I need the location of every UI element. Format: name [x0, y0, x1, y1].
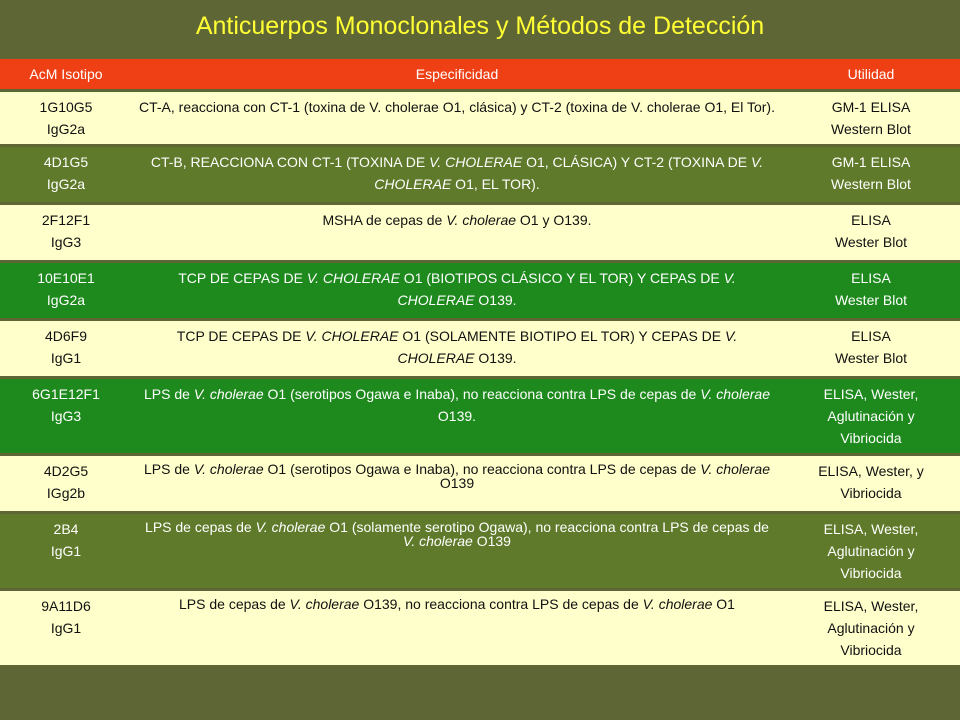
utility-line: Western Blot: [831, 176, 911, 192]
specificity-cell: MSHA de cepas de V. cholerae O1 y O139.: [132, 205, 782, 260]
utility-cell: [782, 92, 960, 144]
utility-line: GM-1 ELISA: [831, 99, 911, 115]
utility-line: Wester Blot: [834, 350, 908, 366]
table-row: [0, 591, 960, 665]
isotype: IgG2a: [46, 176, 86, 192]
isotype: IgG2a: [46, 292, 86, 308]
acm-code: 9A11D6: [41, 598, 91, 614]
utility-line: GM-1 ELISA: [831, 154, 911, 170]
specificity-cell: CT-A, reacciona con CT-1 (toxina de V. cholerae O1, clásica) y CT-2 (toxina de V. cholerae O1, El Tor).: [132, 92, 782, 144]
isotype: IgG2a: [46, 121, 86, 137]
acm-isotype-cell: [0, 205, 132, 260]
specificity-cell: LPS de cepas de V. cholerae O1 (solamente serotipo Ogawa), no reacciona contra LPS de cepas de V. cholerae O139: [132, 514, 782, 588]
utility-line: ELISA: [851, 328, 891, 344]
isotype: IgG3: [50, 234, 82, 250]
utility-line: Vibriocida: [840, 430, 902, 446]
isotype: IgG1: [50, 543, 82, 559]
acm-isotype-cell: [0, 147, 132, 202]
utility-line: Aglutinación y: [827, 408, 915, 424]
utility-cell: [782, 514, 960, 588]
table-header-row: [0, 59, 960, 89]
utility-line: ELISA, Wester,: [823, 521, 919, 537]
utility-line: ELISA, Wester,: [823, 598, 919, 614]
acm-isotype-cell: [0, 321, 132, 376]
utility-cell: [782, 263, 960, 318]
acm-code: 4D6F9: [44, 328, 88, 344]
utility-line: ELISA: [851, 270, 891, 286]
table-row: [0, 263, 960, 318]
specificity-cell: CT-B, REACCIONA CON CT-1 (TOXINA DE V. CHOLERAE O1, CLÁSICA) Y CT-2 (TOXINA DE V. CHOLERAE O1, EL TOR).: [132, 147, 782, 202]
acm-code: 2F12F1: [41, 212, 91, 228]
antibody-table: [0, 56, 960, 668]
table-row: [0, 92, 960, 144]
acm-code: 6G1E12F1: [32, 386, 100, 402]
isotype: IgG1: [50, 620, 82, 636]
acm-isotype-cell: [0, 263, 132, 318]
utility-line: ELISA, Wester,: [823, 386, 919, 402]
specificity-cell: LPS de V. cholerae O1 (serotipos Ogawa e Inaba), no reacciona contra LPS de cepas de V. cholerae O139.: [132, 379, 782, 453]
acm-isotype-cell: [0, 92, 132, 144]
acm-isotype-cell: [0, 514, 132, 588]
utility-cell: [782, 591, 960, 665]
table-row: [0, 514, 960, 588]
specificity-cell: LPS de cepas de V. cholerae O139, no reacciona contra LPS de cepas de V. cholerae O1: [132, 591, 782, 665]
table-row: [0, 379, 960, 453]
acm-code: 2B4: [53, 521, 79, 537]
utility-cell: [782, 205, 960, 260]
acm-code: 10E10E1: [37, 270, 95, 286]
isotype: IgG3: [50, 408, 82, 424]
table-row: [0, 321, 960, 376]
specificity-cell: TCP DE CEPAS DE V. CHOLERAE O1 (SOLAMENTE BIOTIPO EL TOR) Y CEPAS DE V. CHOLERAE O139.: [132, 321, 782, 376]
acm-isotype-cell: [0, 591, 132, 665]
utility-line: Vibriocida: [840, 485, 902, 501]
isotype: IGg2b: [46, 485, 86, 501]
header-specificity: Especificidad: [132, 59, 782, 89]
slide-title: Anticuerpos Monoclonales y Métodos de Detección: [195, 11, 765, 40]
isotype: IgG1: [50, 350, 82, 366]
utility-cell: [782, 147, 960, 202]
header-acm-isotype: AcM Isotipo: [0, 59, 132, 89]
utility-line: Aglutinación y: [827, 543, 915, 559]
utility-line: ELISA, Wester, y: [818, 463, 924, 479]
acm-code: 4D2G5: [43, 463, 89, 479]
specificity-cell: LPS de V. cholerae O1 (serotipos Ogawa e Inaba), no reacciona contra LPS de cepas de V. cholerae O139: [132, 456, 782, 511]
utility-line: Western Blot: [831, 121, 911, 137]
utility-line: Vibriocida: [840, 642, 902, 658]
acm-code: 4D1G5: [43, 154, 89, 170]
utility-cell: [782, 379, 960, 453]
acm-isotype-cell: [0, 379, 132, 453]
specificity-cell: TCP DE CEPAS DE V. CHOLERAE O1 (BIOTIPOS CLÁSICO Y EL TOR) Y CEPAS DE V. CHOLERAE O139.: [132, 263, 782, 318]
utility-cell: [782, 321, 960, 376]
table-row: [0, 147, 960, 202]
acm-code: 1G10G5: [39, 99, 93, 115]
utility-line: ELISA: [851, 212, 891, 228]
table-row: [0, 456, 960, 511]
table-row: [0, 205, 960, 260]
utility-line: Aglutinación y: [827, 620, 915, 636]
utility-line: Wester Blot: [834, 234, 908, 250]
acm-isotype-cell: [0, 456, 132, 511]
utility-cell: [782, 456, 960, 511]
header-utility: Utilidad: [782, 59, 960, 89]
utility-line: Wester Blot: [834, 292, 908, 308]
utility-line: Vibriocida: [840, 565, 902, 581]
